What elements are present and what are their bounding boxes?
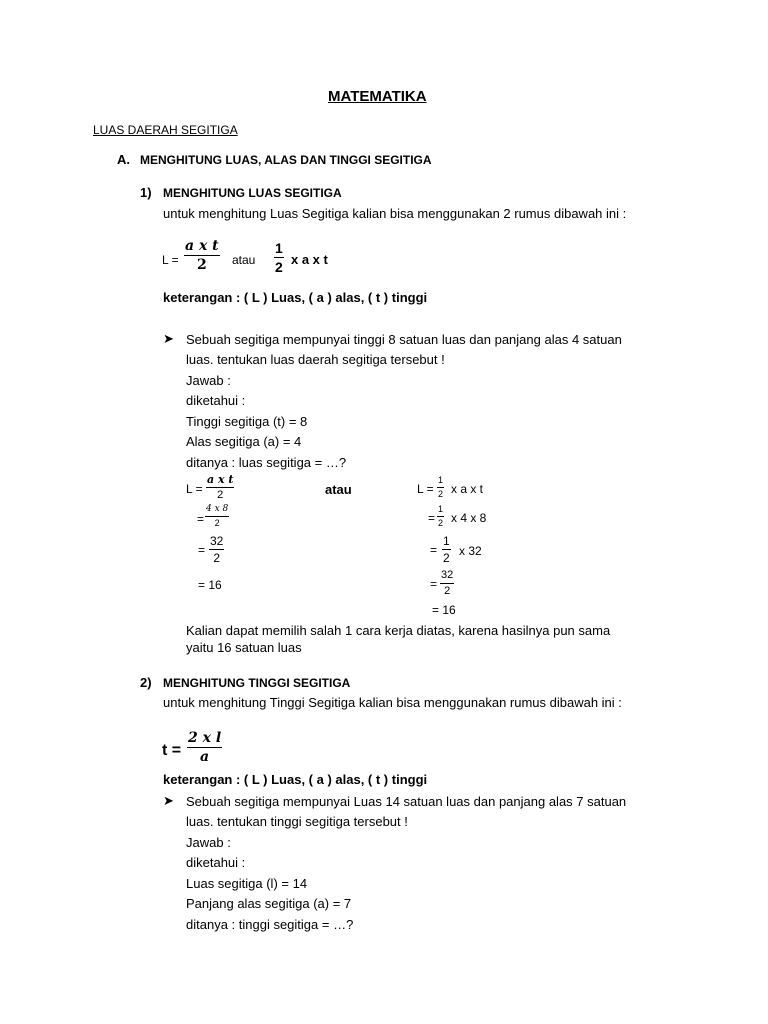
problem1-tinggi: Tinggi segitiga (t) = 8 xyxy=(186,414,308,429)
fraction-denominator: 2 xyxy=(275,259,283,275)
formula2-fraction xyxy=(187,731,222,764)
work-left-fraction-3 xyxy=(209,535,224,564)
fraction-denominator: 2 xyxy=(438,489,444,499)
fraction-denominator: 2 xyxy=(217,489,224,501)
problem1-ditanya: ditanya : luas segitiga = …? xyxy=(186,455,347,470)
fraction-numerator: a x t xyxy=(185,238,219,254)
work-left-l-eq: L = xyxy=(186,482,203,496)
fraction-denominator: 2 xyxy=(444,585,451,597)
part2-keterangan: keterangan : ( L ) Luas, ( a ) alas, ( t ) tinggi xyxy=(163,772,428,787)
formula-fraction-half xyxy=(274,241,284,274)
problem2-luas: Luas segitiga (l) = 14 xyxy=(186,876,308,891)
fraction-numerator: 1 xyxy=(438,504,444,514)
fraction-bar xyxy=(442,549,451,550)
formula-or: atau xyxy=(232,253,256,267)
work-left-fraction-1 xyxy=(206,474,234,501)
work-right-fraction-4 xyxy=(440,570,454,597)
problem1-line2: luas. tentukan luas daerah segitiga tersebut ! xyxy=(186,352,445,367)
problem2-panjang: Panjang alas segitiga (a) = 7 xyxy=(186,896,352,911)
arrow-bullet-icon: ➤ xyxy=(163,793,174,808)
section-a-marker: A. xyxy=(117,152,130,167)
fraction-bar xyxy=(205,516,229,517)
fraction-denominator: 2 xyxy=(443,551,450,565)
section-a-heading: MENGHITUNG LUAS, ALAS DAN TINGGI SEGITIGA xyxy=(140,153,432,167)
work-left-eq-3: = xyxy=(198,543,206,557)
work-right-eq-3: = xyxy=(430,543,438,557)
work-right-fraction-1 xyxy=(437,476,444,499)
fraction-numerator: 1 xyxy=(443,534,450,548)
problem2-jawab: Jawab : xyxy=(186,835,231,850)
problem2-line2: luas. tentukan tinggi segitiga tersebut ! xyxy=(186,814,408,829)
fraction-numerator: 1 xyxy=(438,475,444,485)
formula-tail: x a x t xyxy=(291,252,328,267)
work-right-eq-4: = xyxy=(430,577,438,591)
fraction-bar xyxy=(184,255,220,256)
fraction-denominator: 2 xyxy=(213,551,221,565)
work-atau: atau xyxy=(325,482,352,497)
conclusion-line1: Kalian dapat memilih salah 1 cara kerja diatas, karena hasilnya pun sama xyxy=(186,623,611,638)
problem1-jawab: Jawab : xyxy=(186,373,231,388)
fraction-numerator: 1 xyxy=(275,240,283,256)
part1-keterangan: keterangan : ( L ) Luas, ( a ) alas, ( t ) tinggi xyxy=(163,290,428,305)
part1-heading: MENGHITUNG LUAS SEGITIGA xyxy=(163,186,342,200)
fraction-numerator: 4 x 8 xyxy=(206,504,229,514)
fraction-numerator: 2 x l xyxy=(188,730,222,746)
problem2-diketahui: diketahui : xyxy=(186,855,246,870)
fraction-bar xyxy=(274,257,284,258)
part2-intro: untuk menghitung Tinggi Segitiga kalian bisa menggunakan rumus dibawah ini : xyxy=(163,695,622,710)
fraction-bar xyxy=(206,487,234,488)
problem2-ditanya: ditanya : tinggi segitiga = …? xyxy=(186,917,354,932)
fraction-bar xyxy=(209,549,224,550)
problem1-line1: Sebuah segitiga mempunyai tinggi 8 satuan luas dan panjang alas 4 satuan xyxy=(186,332,622,347)
formula-fraction-axt xyxy=(184,239,220,272)
problem1-alas: Alas segitiga (a) = 4 xyxy=(186,434,302,449)
part2-heading: MENGHITUNG TINGGI SEGITIGA xyxy=(163,676,351,690)
formula2-lhs: t = xyxy=(162,742,182,759)
work-right-tail-1: x a x t xyxy=(451,482,484,496)
fraction-numerator: 32 xyxy=(210,534,224,548)
fraction-denominator: 2 xyxy=(438,518,444,528)
conclusion-line2: yaitu 16 satuan luas xyxy=(186,640,302,655)
work-right-l-eq: L = xyxy=(417,482,434,496)
part1-number: 1) xyxy=(140,185,152,200)
fraction-denominator: a xyxy=(200,749,210,765)
page-title: MATEMATIKA xyxy=(328,88,427,105)
work-right-tail-2: x 4 x 8 xyxy=(451,511,487,525)
part1-intro: untuk menghitung Luas Segitiga kalian bisa menggunakan 2 rumus dibawah ini : xyxy=(163,206,627,221)
fraction-numerator: 32 xyxy=(441,569,454,581)
part2-number: 2) xyxy=(140,675,152,690)
topic-heading: LUAS DAERAH SEGITIGA xyxy=(93,123,238,137)
fraction-bar xyxy=(437,487,444,488)
work-left-fraction-2 xyxy=(205,505,229,528)
work-right-result: = 16 xyxy=(432,603,456,617)
arrow-bullet-icon: ➤ xyxy=(163,331,174,346)
work-right-fraction-3 xyxy=(442,535,451,564)
work-right-eq-2: = xyxy=(428,511,436,525)
work-left-eq-2: = xyxy=(197,512,205,526)
fraction-numerator: a x t xyxy=(207,473,234,486)
work-right-tail-3: x 32 xyxy=(459,544,482,558)
work-left-result: = 16 xyxy=(198,578,222,592)
fraction-bar xyxy=(440,583,454,584)
fraction-bar xyxy=(187,747,222,748)
fraction-bar xyxy=(437,516,444,517)
work-right-fraction-2 xyxy=(437,505,444,528)
problem2-line1: Sebuah segitiga mempunyai Luas 14 satuan luas dan panjang alas 7 satuan xyxy=(186,794,627,809)
fraction-denominator: 2 xyxy=(196,257,207,273)
problem1-diketahui: diketahui : xyxy=(186,393,246,408)
fraction-denominator: 2 xyxy=(214,518,220,528)
formula-lhs: L = xyxy=(162,253,179,267)
